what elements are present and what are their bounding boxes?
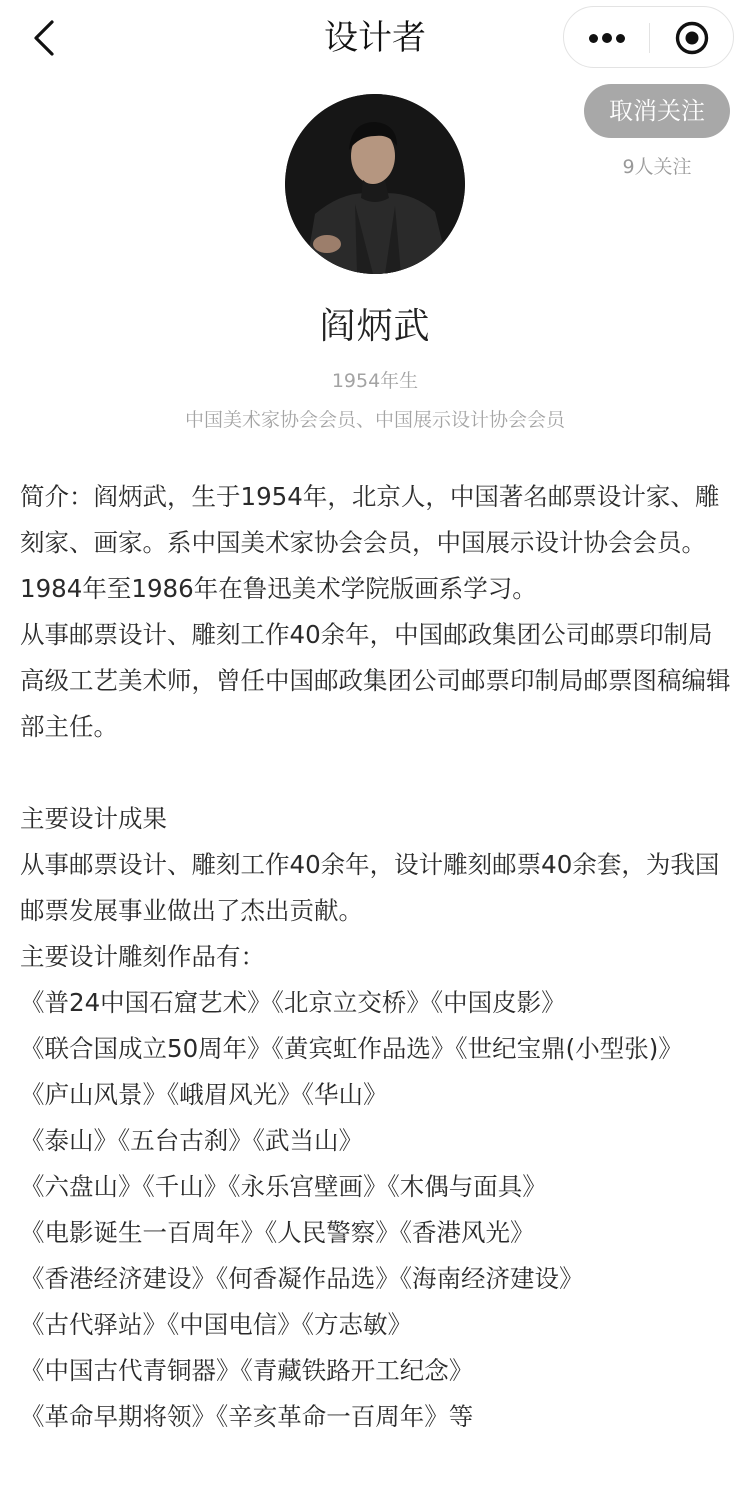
- page-title: 设计者: [324, 18, 426, 58]
- watermark-text: 邮币头条: [656, 1460, 736, 1485]
- more-dots-icon[interactable]: [564, 7, 649, 67]
- avatar: [285, 94, 465, 274]
- works-line: 《古代驿站》《中国电信》《方志敏》: [20, 1310, 412, 1339]
- bio-intro: 简介：阎炳武，生于1954年，北京人，中国著名邮票设计家、雕刻家、画家。系中国美术家协会会员，中国展示设计协会会员。1984年至1986年在鲁迅美术学院版画系学习。: [20, 482, 720, 603]
- bio-content: [20, 474, 732, 1440]
- works-line: 《革命早期将领》《辛亥革命一百周年》等: [20, 1402, 474, 1431]
- paragraph-spacer: [20, 750, 732, 796]
- wechat-channel-icon: [624, 1460, 652, 1482]
- works-line: 《电影诞生一百周年》《人民警察》《香港风光》: [20, 1218, 535, 1247]
- works-line: 《香港经济建设》《何香凝作品选》《海南经济建设》: [20, 1264, 584, 1293]
- works-heading: 主要设计雕刻作品有：: [20, 942, 265, 971]
- works-line: 《联合国成立50周年》《黄宾虹作品选》《世纪宝鼎(小型张)》: [20, 1034, 683, 1063]
- bio-career: 从事邮票设计、雕刻工作40余年，中国邮政集团公司邮票印制局高级工艺美术师，曾任中国邮政集团公司邮票印制局邮票图稿编辑部主任。: [20, 620, 731, 741]
- membership-info: 中国美术家协会会员、中国展示设计协会会员: [184, 409, 565, 431]
- miniprogram-capsule: [563, 6, 734, 68]
- works-line: 《普24中国石窟艺术》《北京立交桥》《中国皮影》: [20, 988, 566, 1017]
- birth-year: 1954年生: [331, 370, 419, 392]
- miniprogram-close-icon[interactable]: [650, 7, 734, 67]
- navigation-bar: [0, 0, 750, 80]
- works-line: 《六盘山》《千山》《永乐宫壁画》《木偶与面具》: [20, 1172, 547, 1201]
- works-line: 《庐山风景》《峨眉风光》《华山》: [20, 1080, 388, 1109]
- follower-count: 9人关注: [622, 156, 692, 178]
- achievements-heading: 主要设计成果: [20, 804, 167, 833]
- achievements-summary: 从事邮票设计、雕刻工作40余年，设计雕刻邮票40余套，为我国邮票发展事业做出了杰出贡献。: [20, 850, 720, 925]
- works-line: 《泰山》《五台古刹》《武当山》: [20, 1126, 363, 1155]
- works-line: 《中国古代青铜器》《青藏铁路开工纪念》: [20, 1356, 474, 1385]
- watermark: [624, 1454, 736, 1488]
- unfollow-button[interactable]: 取消关注: [584, 84, 730, 138]
- designer-name: 阎炳武: [319, 306, 431, 347]
